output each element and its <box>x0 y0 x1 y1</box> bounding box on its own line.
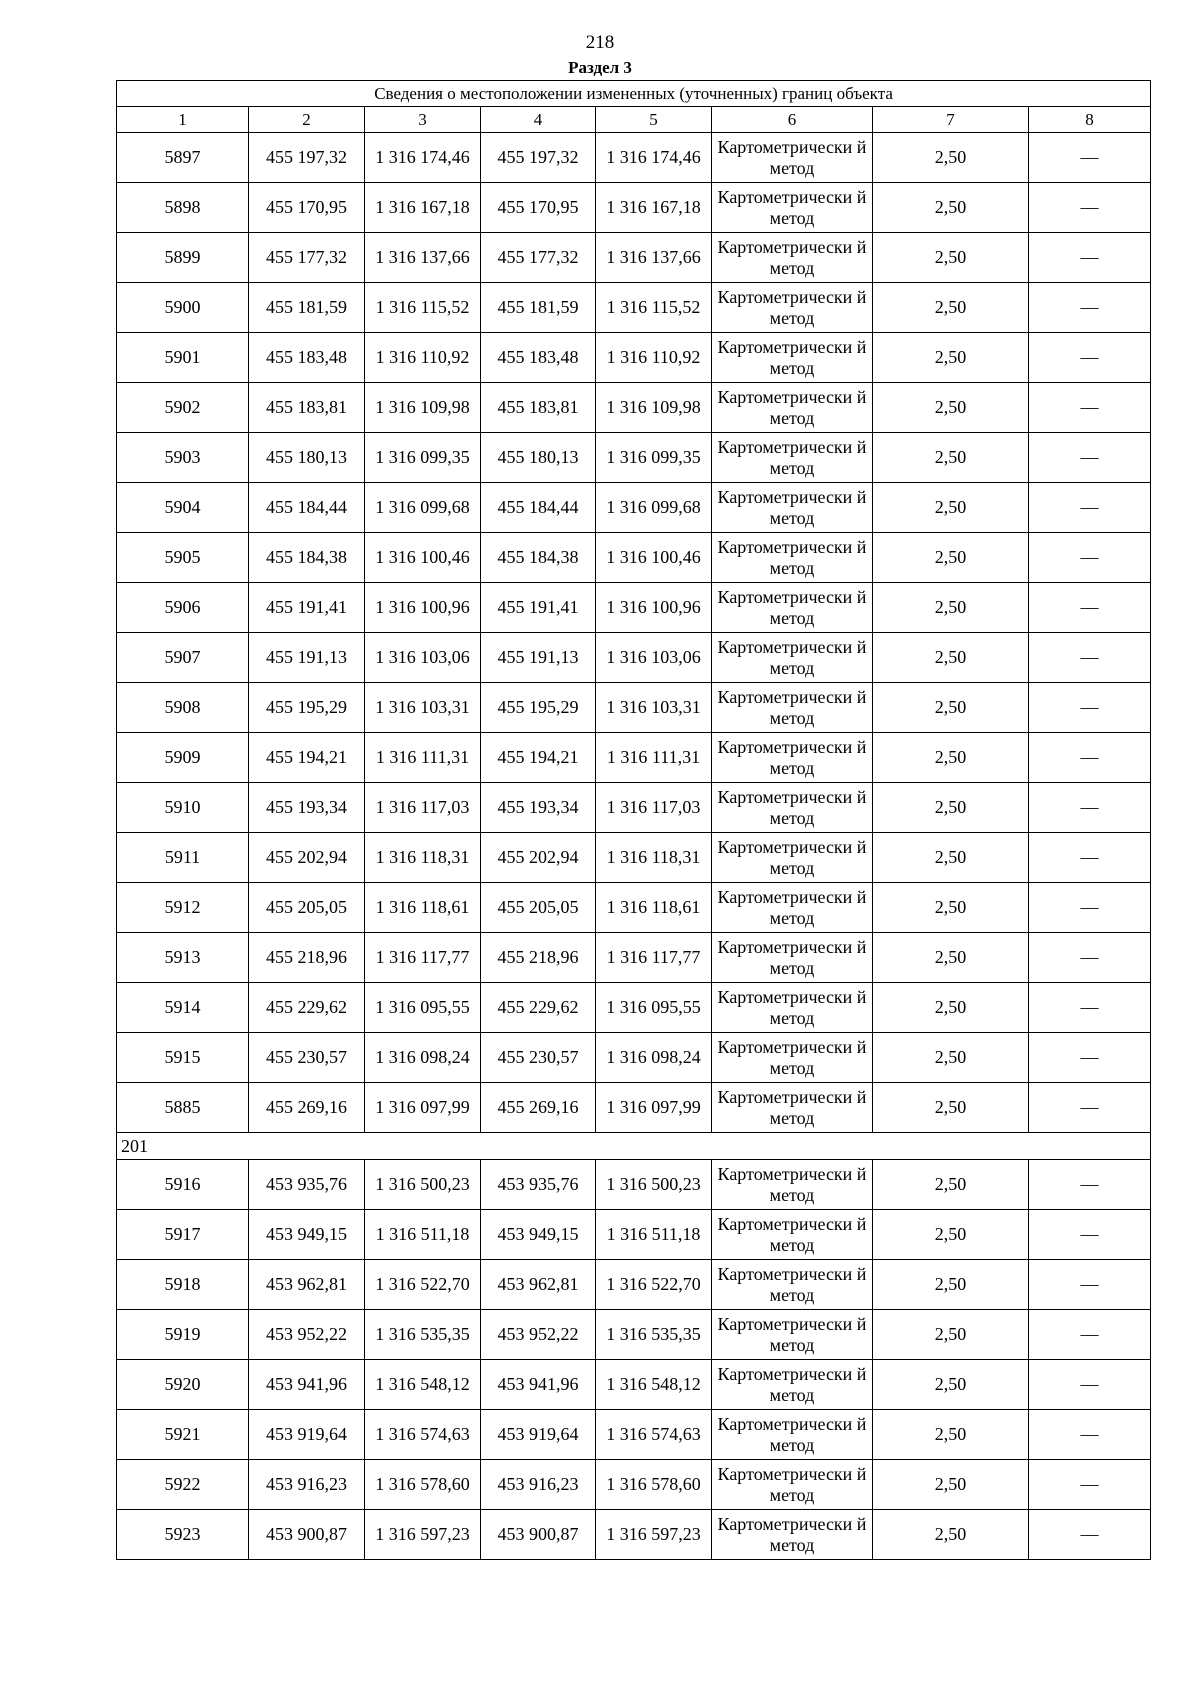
table-row <box>117 733 1151 783</box>
cell-point-number: 5914 <box>117 983 249 1033</box>
cell-point-number: 5918 <box>117 1260 249 1310</box>
cell-description: — <box>1029 1310 1151 1360</box>
cell-x-coordinate: 453 949,15 <box>249 1210 365 1260</box>
cell-x-coordinate: 455 183,81 <box>249 383 365 433</box>
cell-x-coordinate-new: 455 230,57 <box>481 1033 596 1083</box>
cell-method: Картометрически й метод <box>712 683 873 733</box>
table-row <box>117 683 1151 733</box>
cell-y-coordinate: 1 316 522,70 <box>365 1260 481 1310</box>
cell-y-coordinate: 1 316 548,12 <box>365 1360 481 1410</box>
cell-method: Картометрически й метод <box>712 533 873 583</box>
cell-x-coordinate: 455 194,21 <box>249 733 365 783</box>
column-number: 6 <box>712 107 873 133</box>
cell-description: — <box>1029 1260 1151 1310</box>
cell-x-coordinate-new: 455 194,21 <box>481 733 596 783</box>
cell-method: Картометрически й метод <box>712 1410 873 1460</box>
cell-y-coordinate: 1 316 095,55 <box>365 983 481 1033</box>
cell-description: — <box>1029 183 1151 233</box>
cell-y-coordinate: 1 316 099,68 <box>365 483 481 533</box>
table-row <box>117 333 1151 383</box>
cell-y-coordinate-new: 1 316 574,63 <box>596 1410 712 1460</box>
table-row <box>117 483 1151 533</box>
cell-x-coordinate-new: 453 941,96 <box>481 1360 596 1410</box>
cell-description: — <box>1029 1210 1151 1260</box>
cell-x-coordinate: 453 952,22 <box>249 1310 365 1360</box>
cell-y-coordinate-new: 1 316 117,03 <box>596 783 712 833</box>
cell-point-number: 5913 <box>117 933 249 983</box>
cell-point-number: 5909 <box>117 733 249 783</box>
cell-description: — <box>1029 1410 1151 1460</box>
cell-y-coordinate: 1 316 137,66 <box>365 233 481 283</box>
cell-x-coordinate-new: 453 962,81 <box>481 1260 596 1310</box>
cell-method: Картометрически й метод <box>712 833 873 883</box>
cell-x-coordinate-new: 455 183,81 <box>481 383 596 433</box>
table-row <box>117 433 1151 483</box>
cell-point-number: 5903 <box>117 433 249 483</box>
cell-y-coordinate: 1 316 115,52 <box>365 283 481 333</box>
cell-x-coordinate-new: 455 180,13 <box>481 433 596 483</box>
cell-point-number: 5905 <box>117 533 249 583</box>
cell-y-coordinate-new: 1 316 174,46 <box>596 133 712 183</box>
cell-x-coordinate: 453 935,76 <box>249 1160 365 1210</box>
cell-method: Картометрически й метод <box>712 1510 873 1560</box>
cell-x-coordinate: 455 269,16 <box>249 1083 365 1133</box>
cell-x-coordinate-new: 455 170,95 <box>481 183 596 233</box>
cell-y-coordinate: 1 316 109,98 <box>365 383 481 433</box>
table-row <box>117 583 1151 633</box>
cell-accuracy: 2,50 <box>873 533 1029 583</box>
cell-y-coordinate-new: 1 316 500,23 <box>596 1160 712 1210</box>
column-number: 8 <box>1029 107 1151 133</box>
column-number: 7 <box>873 107 1029 133</box>
table-row <box>117 1210 1151 1260</box>
cell-point-number: 5900 <box>117 283 249 333</box>
group-row <box>117 1133 1151 1160</box>
table-row <box>117 183 1151 233</box>
cell-x-coordinate-new: 455 184,44 <box>481 483 596 533</box>
cell-y-coordinate-new: 1 316 100,46 <box>596 533 712 583</box>
cell-accuracy: 2,50 <box>873 133 1029 183</box>
table-body <box>117 133 1151 1560</box>
cell-method: Картометрически й метод <box>712 183 873 233</box>
cell-point-number: 5920 <box>117 1360 249 1410</box>
cell-method: Картометрически й метод <box>712 583 873 633</box>
cell-description: — <box>1029 383 1151 433</box>
cell-x-coordinate: 455 218,96 <box>249 933 365 983</box>
cell-method: Картометрически й метод <box>712 983 873 1033</box>
cell-description: — <box>1029 1460 1151 1510</box>
table-row <box>117 833 1151 883</box>
cell-method: Картометрически й метод <box>712 333 873 383</box>
cell-x-coordinate: 453 962,81 <box>249 1260 365 1310</box>
cell-accuracy: 2,50 <box>873 1410 1029 1460</box>
cell-y-coordinate-new: 1 316 597,23 <box>596 1510 712 1560</box>
cell-accuracy: 2,50 <box>873 983 1029 1033</box>
cell-point-number: 5912 <box>117 883 249 933</box>
cell-point-number: 5908 <box>117 683 249 733</box>
cell-point-number: 5911 <box>117 833 249 883</box>
group-label: 201 <box>117 1133 1151 1160</box>
cell-point-number: 5902 <box>117 383 249 433</box>
cell-point-number: 5922 <box>117 1460 249 1510</box>
cell-x-coordinate-new: 455 177,32 <box>481 233 596 283</box>
cell-description: — <box>1029 783 1151 833</box>
table-row <box>117 933 1151 983</box>
cell-point-number: 5899 <box>117 233 249 283</box>
table-row <box>117 1083 1151 1133</box>
cell-x-coordinate-new: 455 183,48 <box>481 333 596 383</box>
cell-y-coordinate: 1 316 117,03 <box>365 783 481 833</box>
cell-accuracy: 2,50 <box>873 633 1029 683</box>
table-row <box>117 1033 1151 1083</box>
table-row <box>117 1410 1151 1460</box>
column-number: 1 <box>117 107 249 133</box>
cell-x-coordinate-new: 455 191,41 <box>481 583 596 633</box>
cell-x-coordinate: 453 941,96 <box>249 1360 365 1410</box>
cell-y-coordinate-new: 1 316 118,61 <box>596 883 712 933</box>
table-row <box>117 533 1151 583</box>
cell-accuracy: 2,50 <box>873 1083 1029 1133</box>
cell-x-coordinate: 455 183,48 <box>249 333 365 383</box>
cell-description: — <box>1029 983 1151 1033</box>
cell-x-coordinate: 455 230,57 <box>249 1033 365 1083</box>
cell-accuracy: 2,50 <box>873 683 1029 733</box>
cell-point-number: 5917 <box>117 1210 249 1260</box>
cell-point-number: 5904 <box>117 483 249 533</box>
cell-method: Картометрически й метод <box>712 1310 873 1360</box>
cell-y-coordinate-new: 1 316 099,68 <box>596 483 712 533</box>
cell-y-coordinate: 1 316 103,31 <box>365 683 481 733</box>
cell-point-number: 5897 <box>117 133 249 183</box>
cell-method: Картометрически й метод <box>712 733 873 783</box>
cell-accuracy: 2,50 <box>873 1310 1029 1360</box>
cell-accuracy: 2,50 <box>873 283 1029 333</box>
column-number: 2 <box>249 107 365 133</box>
cell-y-coordinate-new: 1 316 118,31 <box>596 833 712 883</box>
cell-description: — <box>1029 1160 1151 1210</box>
cell-method: Картометрически й метод <box>712 933 873 983</box>
table-row <box>117 383 1151 433</box>
cell-description: — <box>1029 1033 1151 1083</box>
cell-y-coordinate-new: 1 316 098,24 <box>596 1033 712 1083</box>
cell-y-coordinate: 1 316 097,99 <box>365 1083 481 1133</box>
cell-y-coordinate: 1 316 574,63 <box>365 1410 481 1460</box>
cell-y-coordinate: 1 316 117,77 <box>365 933 481 983</box>
cell-x-coordinate-new: 455 197,32 <box>481 133 596 183</box>
cell-method: Картометрически й метод <box>712 633 873 683</box>
cell-accuracy: 2,50 <box>873 1460 1029 1510</box>
cell-x-coordinate-new: 455 195,29 <box>481 683 596 733</box>
cell-point-number: 5915 <box>117 1033 249 1083</box>
cell-y-coordinate-new: 1 316 100,96 <box>596 583 712 633</box>
cell-y-coordinate: 1 316 597,23 <box>365 1510 481 1560</box>
table-row <box>117 283 1151 333</box>
column-number: 5 <box>596 107 712 133</box>
cell-accuracy: 2,50 <box>873 1260 1029 1310</box>
cell-accuracy: 2,50 <box>873 583 1029 633</box>
cell-point-number: 5910 <box>117 783 249 833</box>
cell-y-coordinate-new: 1 316 511,18 <box>596 1210 712 1260</box>
cell-y-coordinate-new: 1 316 578,60 <box>596 1460 712 1510</box>
cell-y-coordinate-new: 1 316 167,18 <box>596 183 712 233</box>
cell-method: Картометрически й метод <box>712 1210 873 1260</box>
cell-y-coordinate-new: 1 316 110,92 <box>596 333 712 383</box>
cell-accuracy: 2,50 <box>873 333 1029 383</box>
cell-point-number: 5916 <box>117 1160 249 1210</box>
cell-x-coordinate-new: 455 181,59 <box>481 283 596 333</box>
cell-x-coordinate: 455 229,62 <box>249 983 365 1033</box>
page-number: 218 <box>585 32 615 53</box>
table-row <box>117 633 1151 683</box>
cell-y-coordinate: 1 316 100,46 <box>365 533 481 583</box>
cell-y-coordinate-new: 1 316 535,35 <box>596 1310 712 1360</box>
cell-description: — <box>1029 283 1151 333</box>
table-row <box>117 983 1151 1033</box>
cell-method: Картометрически й метод <box>712 1460 873 1510</box>
cell-accuracy: 2,50 <box>873 483 1029 533</box>
cell-x-coordinate: 455 177,32 <box>249 233 365 283</box>
cell-accuracy: 2,50 <box>873 1360 1029 1410</box>
cell-y-coordinate-new: 1 316 095,55 <box>596 983 712 1033</box>
cell-y-coordinate: 1 316 098,24 <box>365 1033 481 1083</box>
cell-accuracy: 2,50 <box>873 733 1029 783</box>
cell-description: — <box>1029 133 1151 183</box>
cell-y-coordinate-new: 1 316 109,98 <box>596 383 712 433</box>
column-number: 4 <box>481 107 596 133</box>
cell-description: — <box>1029 333 1151 383</box>
cell-y-coordinate: 1 316 100,96 <box>365 583 481 633</box>
cell-y-coordinate-new: 1 316 103,31 <box>596 683 712 733</box>
table-row <box>117 1460 1151 1510</box>
cell-method: Картометрически й метод <box>712 283 873 333</box>
column-number: 3 <box>365 107 481 133</box>
cell-x-coordinate: 455 170,95 <box>249 183 365 233</box>
cell-description: — <box>1029 733 1151 783</box>
cell-x-coordinate-new: 455 202,94 <box>481 833 596 883</box>
cell-x-coordinate: 455 197,32 <box>249 133 365 183</box>
cell-method: Картометрически й метод <box>712 1360 873 1410</box>
cell-x-coordinate-new: 455 269,16 <box>481 1083 596 1133</box>
cell-y-coordinate: 1 316 174,46 <box>365 133 481 183</box>
table-row <box>117 1160 1151 1210</box>
cell-x-coordinate: 455 202,94 <box>249 833 365 883</box>
cell-x-coordinate: 455 205,05 <box>249 883 365 933</box>
cell-description: — <box>1029 933 1151 983</box>
cell-x-coordinate: 455 180,13 <box>249 433 365 483</box>
cell-description: — <box>1029 233 1151 283</box>
cell-accuracy: 2,50 <box>873 833 1029 883</box>
cell-description: — <box>1029 533 1151 583</box>
table-row <box>117 1360 1151 1410</box>
cell-y-coordinate-new: 1 316 097,99 <box>596 1083 712 1133</box>
boundary-coordinates-table <box>116 80 1151 1560</box>
cell-accuracy: 2,50 <box>873 1510 1029 1560</box>
cell-accuracy: 2,50 <box>873 383 1029 433</box>
cell-description: — <box>1029 1360 1151 1410</box>
cell-accuracy: 2,50 <box>873 1160 1029 1210</box>
cell-y-coordinate: 1 316 118,61 <box>365 883 481 933</box>
cell-accuracy: 2,50 <box>873 183 1029 233</box>
cell-y-coordinate-new: 1 316 103,06 <box>596 633 712 683</box>
cell-point-number: 5898 <box>117 183 249 233</box>
table-row <box>117 1510 1151 1560</box>
cell-point-number: 5885 <box>117 1083 249 1133</box>
table-caption: Сведения о местоположении измененных (уточненных) границ объекта <box>117 81 1151 107</box>
cell-point-number: 5921 <box>117 1410 249 1460</box>
cell-method: Картометрически й метод <box>712 883 873 933</box>
cell-description: — <box>1029 633 1151 683</box>
cell-y-coordinate-new: 1 316 111,31 <box>596 733 712 783</box>
cell-point-number: 5919 <box>117 1310 249 1360</box>
column-number-row <box>117 107 1151 133</box>
cell-method: Картометрически й метод <box>712 433 873 483</box>
cell-method: Картометрически й метод <box>712 1083 873 1133</box>
cell-x-coordinate: 453 916,23 <box>249 1460 365 1510</box>
cell-x-coordinate-new: 453 949,15 <box>481 1210 596 1260</box>
cell-method: Картометрически й метод <box>712 1033 873 1083</box>
cell-method: Картометрически й метод <box>712 133 873 183</box>
cell-x-coordinate: 455 184,38 <box>249 533 365 583</box>
cell-method: Картометрически й метод <box>712 383 873 433</box>
cell-accuracy: 2,50 <box>873 1210 1029 1260</box>
cell-method: Картометрически й метод <box>712 1260 873 1310</box>
cell-accuracy: 2,50 <box>873 783 1029 833</box>
cell-y-coordinate-new: 1 316 115,52 <box>596 283 712 333</box>
cell-method: Картометрически й метод <box>712 1160 873 1210</box>
cell-x-coordinate: 455 191,13 <box>249 633 365 683</box>
table-row <box>117 133 1151 183</box>
cell-x-coordinate: 455 181,59 <box>249 283 365 333</box>
cell-description: — <box>1029 883 1151 933</box>
cell-accuracy: 2,50 <box>873 933 1029 983</box>
table-row <box>117 233 1151 283</box>
cell-x-coordinate-new: 455 191,13 <box>481 633 596 683</box>
cell-y-coordinate: 1 316 167,18 <box>365 183 481 233</box>
cell-point-number: 5906 <box>117 583 249 633</box>
cell-x-coordinate: 453 919,64 <box>249 1410 365 1460</box>
cell-x-coordinate-new: 453 900,87 <box>481 1510 596 1560</box>
cell-y-coordinate-new: 1 316 099,35 <box>596 433 712 483</box>
cell-y-coordinate: 1 316 511,18 <box>365 1210 481 1260</box>
cell-y-coordinate: 1 316 110,92 <box>365 333 481 383</box>
cell-accuracy: 2,50 <box>873 233 1029 283</box>
cell-x-coordinate-new: 453 935,76 <box>481 1160 596 1210</box>
cell-accuracy: 2,50 <box>873 433 1029 483</box>
cell-y-coordinate: 1 316 535,35 <box>365 1310 481 1360</box>
cell-x-coordinate: 455 191,41 <box>249 583 365 633</box>
cell-x-coordinate: 453 900,87 <box>249 1510 365 1560</box>
cell-x-coordinate: 455 193,34 <box>249 783 365 833</box>
section-title: Раздел 3 <box>568 58 632 77</box>
cell-y-coordinate: 1 316 500,23 <box>365 1160 481 1210</box>
cell-description: — <box>1029 483 1151 533</box>
table-row <box>117 1260 1151 1310</box>
cell-description: — <box>1029 1510 1151 1560</box>
cell-x-coordinate-new: 453 919,64 <box>481 1410 596 1460</box>
cell-y-coordinate: 1 316 099,35 <box>365 433 481 483</box>
cell-y-coordinate: 1 316 578,60 <box>365 1460 481 1510</box>
cell-accuracy: 2,50 <box>873 883 1029 933</box>
cell-point-number: 5907 <box>117 633 249 683</box>
cell-x-coordinate-new: 455 218,96 <box>481 933 596 983</box>
cell-description: — <box>1029 433 1151 483</box>
cell-y-coordinate-new: 1 316 137,66 <box>596 233 712 283</box>
cell-y-coordinate: 1 316 118,31 <box>365 833 481 883</box>
cell-y-coordinate: 1 316 103,06 <box>365 633 481 683</box>
table-row <box>117 783 1151 833</box>
cell-x-coordinate-new: 455 193,34 <box>481 783 596 833</box>
cell-method: Картометрически й метод <box>712 783 873 833</box>
cell-description: — <box>1029 833 1151 883</box>
cell-method: Картометрически й метод <box>712 233 873 283</box>
cell-y-coordinate-new: 1 316 117,77 <box>596 933 712 983</box>
table-row <box>117 1310 1151 1360</box>
cell-method: Картометрически й метод <box>712 483 873 533</box>
cell-x-coordinate-new: 455 229,62 <box>481 983 596 1033</box>
cell-description: — <box>1029 1083 1151 1133</box>
cell-description: — <box>1029 583 1151 633</box>
cell-accuracy: 2,50 <box>873 1033 1029 1083</box>
cell-x-coordinate-new: 453 916,23 <box>481 1460 596 1510</box>
cell-x-coordinate-new: 455 184,38 <box>481 533 596 583</box>
cell-y-coordinate-new: 1 316 522,70 <box>596 1260 712 1310</box>
cell-x-coordinate: 455 195,29 <box>249 683 365 733</box>
cell-x-coordinate-new: 453 952,22 <box>481 1310 596 1360</box>
cell-y-coordinate-new: 1 316 548,12 <box>596 1360 712 1410</box>
cell-x-coordinate-new: 455 205,05 <box>481 883 596 933</box>
cell-x-coordinate: 455 184,44 <box>249 483 365 533</box>
cell-point-number: 5923 <box>117 1510 249 1560</box>
table-row <box>117 883 1151 933</box>
cell-y-coordinate: 1 316 111,31 <box>365 733 481 783</box>
cell-point-number: 5901 <box>117 333 249 383</box>
cell-description: — <box>1029 683 1151 733</box>
